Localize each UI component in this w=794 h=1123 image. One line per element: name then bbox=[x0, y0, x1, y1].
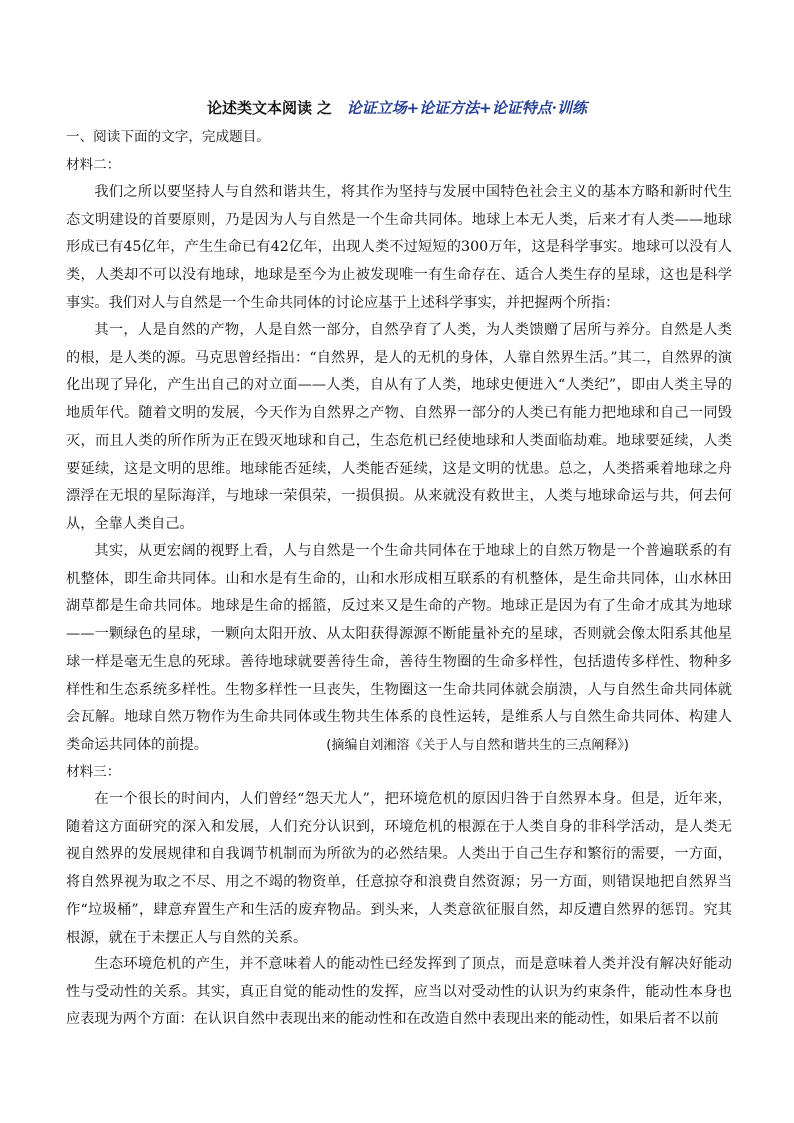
material2-source-citation: (摘编自刘湘溶《关于人与自然和谐共生的三点阐释》) bbox=[326, 737, 629, 753]
material3-label: 材料三： bbox=[66, 764, 121, 780]
material2-paragraph-2: 其一，人是自然的产物，人是自然一部分，自然孕育了人类，为人类馈赠了居所与养分。自然是人类的根，是人类的源。马克思曾经指出：“自然界，是人的无机的身体，人靠自然界生活。”其二，自然界的演化出现了异化，产生出自己的对立面——人类，自从有了人类，地球史便进入“人类纪”，即由人类主导的地质年代。随着文明的发展，今天作为自然界之产物、自然界一部分的人类已有能力把地球和自己一同毁灭，而且人类的所作所为正在毁灭地球和自己，生态危机已经使地球和人类面临劫难。地球要延续，人类要延续，这是文明的思维。地球能否延续，人类能否延续，这是文明的忧患。总之，人类搭乘着地球之舟漂浮在无垠的星际海洋，与地球一荣俱荣，一损俱损。从来就没有救世主，人类与地球命运与共，何去何从，全靠人类自己。 bbox=[66, 322, 732, 532]
material2-label: 材料二： bbox=[66, 157, 121, 173]
material2-paragraph-3 bbox=[66, 538, 732, 760]
material2-paragraph-1: 我们之所以要坚持人与自然和谐共生，将其作为坚持与发展中国特色社会主义的基本方略和新时代生态文明建设的首要原则，乃是因为人与自然是一个生命共同体。地球上本无人类，后来才有人类——地球形成已有45亿年，产生生命已有42亿年，出现人类不过短短的300万年，这是科学事实。地球可以没有人类，人类却不可以没有地球，地球是至今为止被发现唯一有生命存在、适合人类生存的星球，这也是科学事实。我们对人与自然是一个生命共同体的讨论应基于上述科学事实，并把握两个所指： bbox=[66, 184, 732, 311]
title-separator: 之 bbox=[316, 99, 332, 117]
material2-paragraph-3-text: 其实，从更宏阔的视野上看，人与自然是一个生命共同体在于地球上的自然万物是一个普遍联系的有机整体，即生命共同体。山和水是有生命的，山和水形成相互联系的有机整体，是生命共同体，山水林田湖草都是生命共同体。地球是生命的摇篮，反过来又是生命的产物。地球正是因为有了生命才成其为地球——一颗绿色的星球，一颗向太阳开放、从太阳获得源源不断能量补充的星球，否则就会像太阳系其他星球一样是毫无生息的死球。善待地球就要善待生命，善待生物圈的生命多样性，包括遗传多样性、物种多样性和生态系统多样性。生物多样性一旦丧失，生物圈这一生命共同体就会崩溃，人与自然生命共同体就会瓦解。地球自然万物作为生命共同体或生物共生体系的良性运转，是维系人与自然生命共同体、构建人类命运共同体的前提。 bbox=[66, 543, 732, 753]
title-main: 论述类文本阅读 bbox=[207, 99, 313, 117]
material3-paragraph-2: 生态环境危机的产生，并不意味着人的能动性已经发挥到了顶点，而是意味着人类并没有解决好能动性与受动性的关系。其实，真正自觉的能动性的发挥，应当以对受动性的认识为约束条件，能动性本身也应表现为两个方面：在认识自然中表现出来的能动性和在改造自然中表现出来的能动性，如果后者不以前 bbox=[66, 956, 732, 1028]
title-subtitle: 论证立场+论证方法+论证特点·训练 bbox=[346, 99, 587, 117]
material3-paragraph-1: 在一个很长的时间内，人们曾经“怨天尤人”，把环境危机的原因归咎于自然界本身。但是，近年来，随着这方面研究的深入和发展，人们充分认识到，环境危机的根源在于人类自身的非科学活动，是人类无视自然界的发展规律和自我调节机制而为所欲为的必然结果。人类出于自己生存和繁衍的需要，一方面，将自然界视为取之不尽、用之不竭的物资单，任意掠夺和浪费自然资源；另一方面，则错误地把自然界当作“垃圾桶”，肆意弃置生产和生活的废弃物品。到头来，人类意欲征服自然，却反遭自然界的惩罚。究其根源，就在于未摆正人与自然的关系。 bbox=[66, 791, 732, 946]
instruction-text: 一、阅读下面的文字，完成题目。 bbox=[66, 129, 270, 145]
document-title bbox=[60, 96, 734, 120]
